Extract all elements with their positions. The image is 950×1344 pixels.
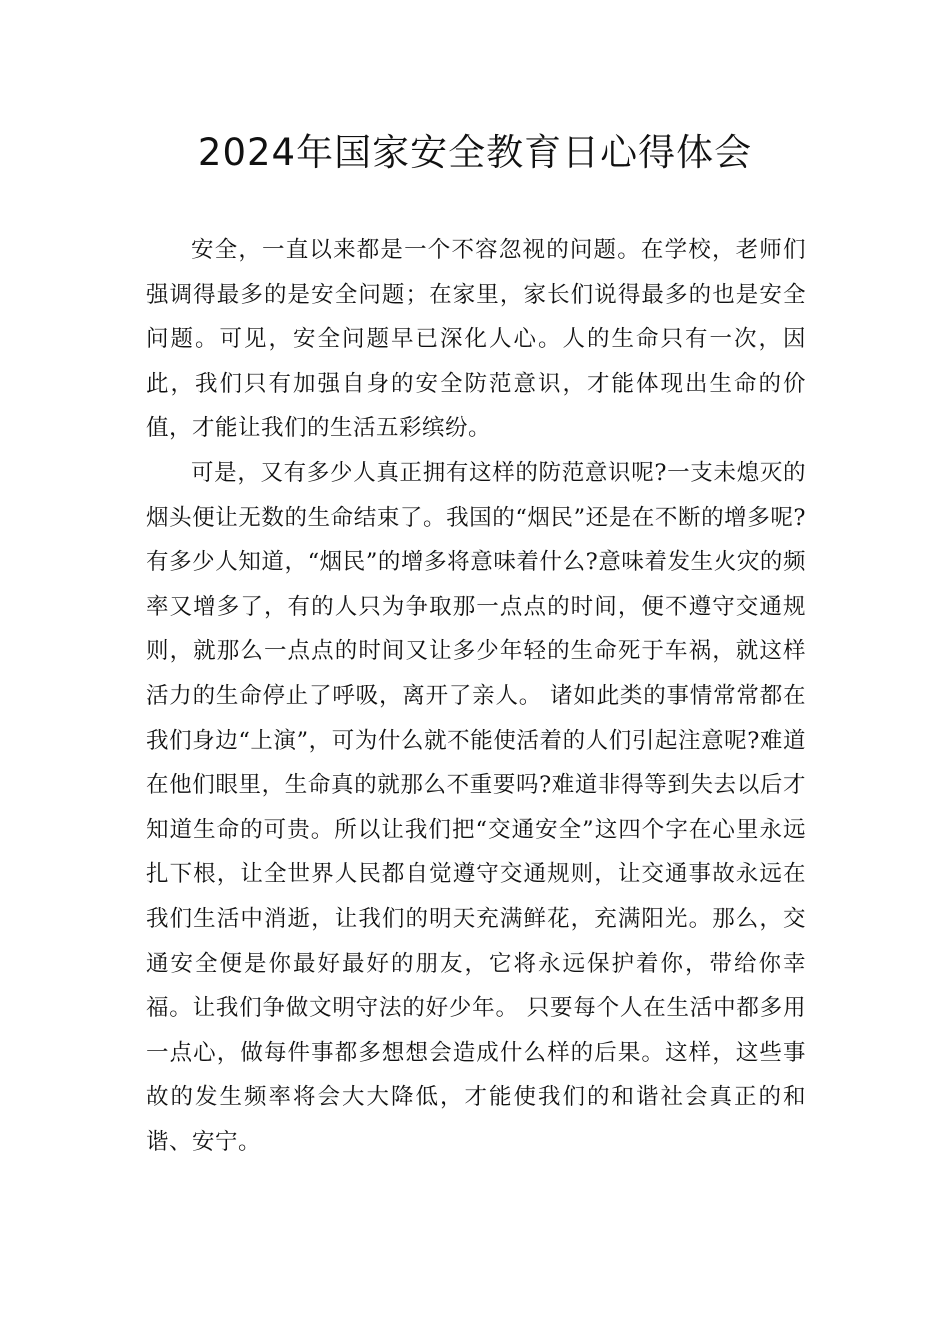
document-title: 2024年国家安全教育日心得体会 <box>197 131 753 174</box>
paragraph-2: 可是，又有多少人真正拥有这样的防范意识呢?一支未熄灭的烟头便让无数的生命结束了。我国的“烟民”还是在不断的增多呢?有多少人知道，“烟民”的增多将意味着什么?意味着发生火灾的频率又增多了，有的人只为争取那一点点的时间，便不遵守交通规则，就那么一点点的时间又让多少年轻的生命死于车祸，就这样活力的生命停止了呼吸，离开了亲人。 诸如此类的事情常常都在我们身边“上演”，可为什么就不能使活着的人们引起注意呢?难道在他们眼里，生命真的就那么不重要吗?难道非得等到失去以后才知道生命的可贵。所以让我们把“交通安全”这四个字在心里永远扎下根，让全世界人民都自觉遵守交通规则，让交通事故永远在我们生活中消逝，让我们的明天充满鲜花，充满阳光。那么，交通安全便是你最好最好的朋友，它将永远保护着你，带给你幸福。让我们争做文明守法的好少年。 只要每个人在生活中都多用一点心，做每件事都多想想会造成什么样的后果。这样，这些事故的发生频率将会大大降低，才能使我们的和谐社会真正的和谐、安宁。 <box>146 459 806 1155</box>
paragraph-1: 安全，一直以来都是一个不容忽视的问题。在学校，老师们强调得最多的是安全问题；在家里，家长们说得最多的也是安全问题。可见，安全问题早已深化人心。人的生命只有一次，因此，我们只有加强自身的安全防范意识，才能体现出生命的价值，才能让我们的生活五彩缤纷。 <box>146 237 806 442</box>
document-body <box>146 228 806 1164</box>
